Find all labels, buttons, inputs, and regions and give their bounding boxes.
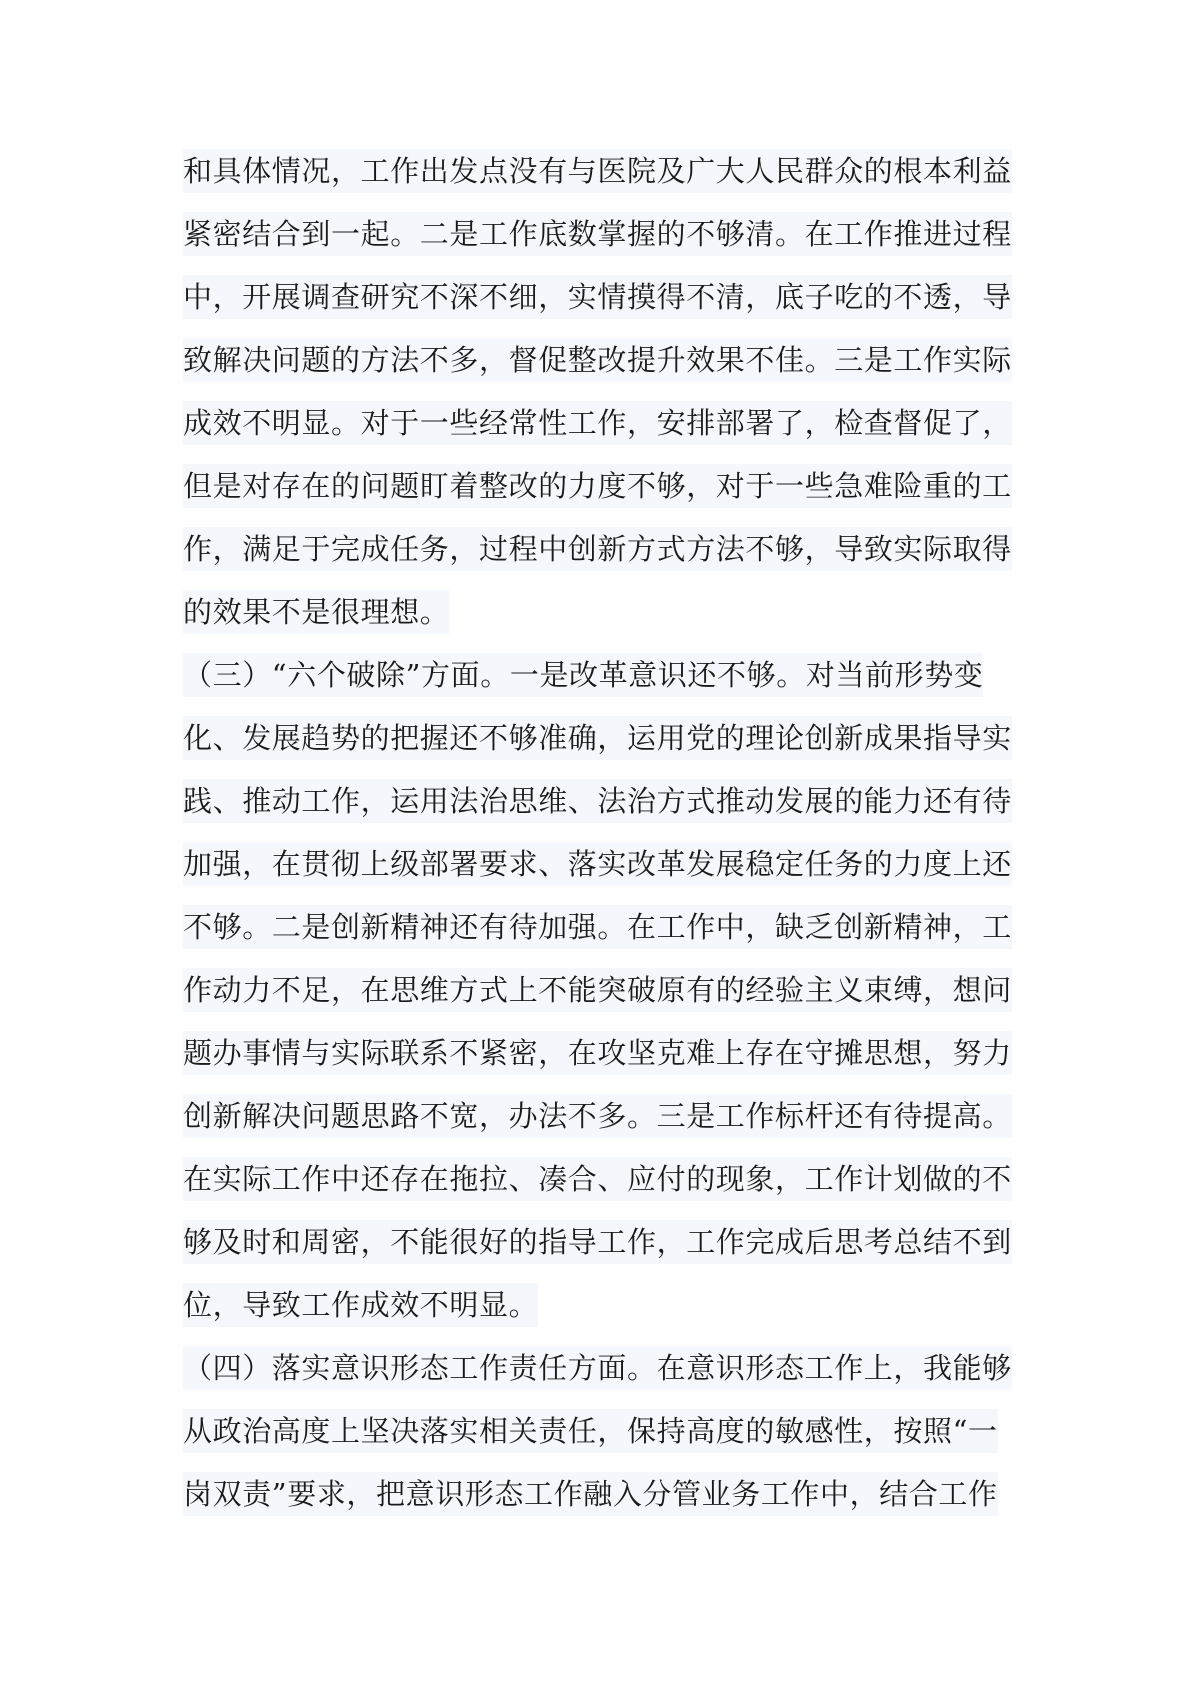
text-line-content: 中，开展调查研究不深不细，实情摸得不清，底子吃的不透，导 <box>183 275 1012 319</box>
text-line <box>183 1273 1023 1336</box>
text-line <box>183 643 1023 706</box>
text-line-content: 加强，在贯彻上级部署要求、落实改革发展稳定任务的力度上还 <box>183 842 1012 886</box>
text-line-content: 成效不明显。对于一些经常性工作，安排部署了，检查督促了， <box>183 401 1012 445</box>
text-line <box>183 580 1023 643</box>
text-line <box>183 328 1023 391</box>
text-line <box>183 1336 1023 1399</box>
text-line-content: 题办事情与实际联系不紧密，在攻坚克难上存在守摊思想，努力 <box>183 1031 1012 1075</box>
text-line-content: 创新解决问题思路不宽，办法不多。三是工作标杆还有待提高。 <box>183 1094 1012 1138</box>
text-line <box>183 1084 1023 1147</box>
text-line <box>183 1210 1023 1273</box>
text-line <box>183 832 1023 895</box>
text-line <box>183 202 1023 265</box>
text-line <box>183 1399 1023 1462</box>
text-line-content: 岗双责”要求，把意识形态工作融入分管业务工作中，结合工作 <box>183 1472 998 1516</box>
text-line-content: 致解决问题的方法不多，督促整改提升效果不佳。三是工作实际 <box>183 338 1012 382</box>
text-line <box>183 517 1023 580</box>
text-line-content: 的效果不是很理想。 <box>183 590 449 634</box>
text-line <box>183 1462 1023 1525</box>
text-line-content: （三）“六个破除”方面。一是改革意识还不够。对当前形势变 <box>183 653 983 697</box>
text-line <box>183 1147 1023 1210</box>
text-line-content: 在实际工作中还存在拖拉、凑合、应付的现象，工作计划做的不 <box>183 1157 1012 1201</box>
text-line <box>183 706 1023 769</box>
text-line <box>183 958 1023 1021</box>
document-body <box>183 139 1023 1525</box>
text-line-content: 践、推动工作，运用法治思维、法治方式推动发展的能力还有待 <box>183 779 1012 823</box>
text-line <box>183 769 1023 832</box>
text-line-content: 作，满足于完成任务，过程中创新方式方法不够，导致实际取得 <box>183 527 1012 571</box>
text-line <box>183 454 1023 517</box>
text-line-content: 从政治高度上坚决落实相关责任，保持高度的敏感性，按照“一 <box>183 1409 998 1453</box>
text-line-content: 够及时和周密，不能很好的指导工作，工作完成后思考总结不到 <box>183 1220 1012 1264</box>
text-line-content: 作动力不足，在思维方式上不能突破原有的经验主义束缚，想问 <box>183 968 1012 1012</box>
text-line-content: 和具体情况，工作出发点没有与医院及广大人民群众的根本利益 <box>183 149 1012 193</box>
text-line-content: （四）落实意识形态工作责任方面。在意识形态工作上，我能够 <box>183 1346 1012 1390</box>
text-line <box>183 895 1023 958</box>
text-line <box>183 265 1023 328</box>
text-line-content: 不够。二是创新精神还有待加强。在工作中，缺乏创新精神，工 <box>183 905 1012 949</box>
text-line-content: 化、发展趋势的把握还不够准确，运用党的理论创新成果指导实 <box>183 716 1012 760</box>
text-line <box>183 391 1023 454</box>
text-line-content: 紧密结合到一起。二是工作底数掌握的不够清。在工作推进过程 <box>183 212 1012 256</box>
text-line-content: 但是对存在的问题盯着整改的力度不够，对于一些急难险重的工 <box>183 464 1012 508</box>
text-line <box>183 139 1023 202</box>
text-line <box>183 1021 1023 1084</box>
text-line-content: 位，导致工作成效不明显。 <box>183 1283 538 1327</box>
